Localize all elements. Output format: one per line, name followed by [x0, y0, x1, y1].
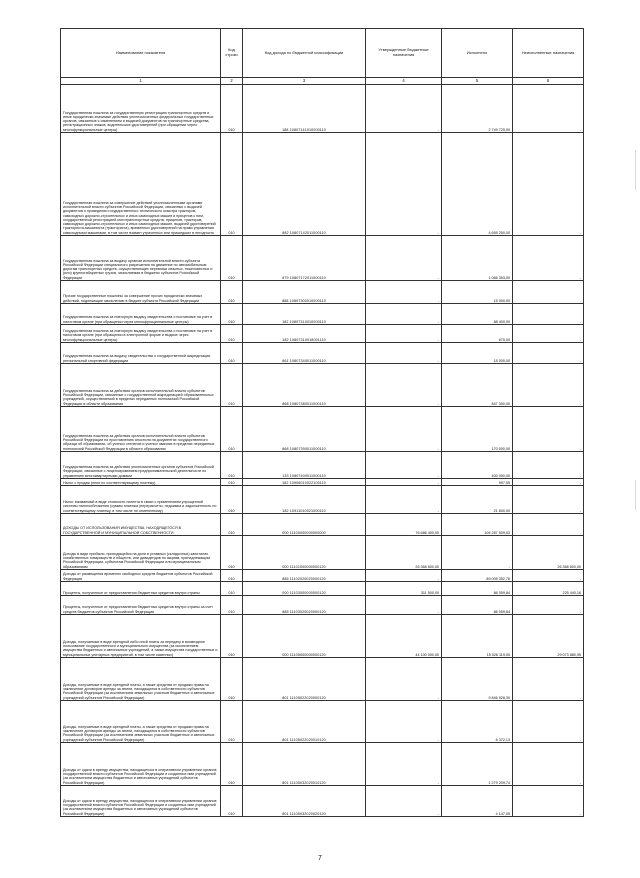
unexecuted-amount-cell: -	[513, 786, 584, 817]
report-sheet	[60, 28, 583, 817]
approved-amount-cell: -	[366, 364, 442, 407]
executed-amount-cell: 104 287 509,03	[442, 514, 513, 536]
unexecuted-amount-cell: -	[513, 343, 584, 364]
executed-amount-cell: 1 066 353,00	[442, 236, 513, 281]
approved-amount-cell: 26 368 600,00	[366, 536, 442, 570]
budget-code-cell: 879 10807172011000110	[243, 236, 366, 281]
column-numbers-row	[61, 78, 584, 85]
unexecuted-amount-cell: -	[513, 479, 584, 486]
table-row	[61, 133, 584, 236]
executed-amount-cell: 1 279 209,74	[442, 743, 513, 786]
row-code-cell: 010	[221, 570, 243, 582]
approved-amount-cell: -	[366, 479, 442, 486]
executed-amount-cell: 88 400,00	[442, 304, 513, 325]
table-row	[61, 304, 584, 325]
indicator-name-cell: Государственная пошлина за выдачу органом исполнительной власти субъекта Российской Федерации специального разрешения на движение по автомобильным дорогам транспортных средств, осуществляющих перевозки опасных, тяжеловесных и (или) крупногабаритных грузов, зачисляемая в бюджеты субъектов Российской Федерации	[61, 236, 221, 281]
table-row	[61, 479, 584, 486]
row-code-cell: 010	[221, 615, 243, 658]
budget-code-cell: 000 11101000000000120	[243, 536, 366, 570]
row-code-cell: 010	[221, 479, 243, 486]
executed-amount-cell: 2 749 725,00	[442, 85, 513, 133]
executed-amount-cell: 675,00	[442, 325, 513, 343]
executed-amount-cell: 86 059,84	[442, 596, 513, 615]
budget-code-cell: 000 11100000000000000	[243, 514, 366, 536]
row-code-cell: 010	[221, 536, 243, 570]
budget-code-cell: 801 11105032020020120	[243, 786, 366, 817]
indicator-name-cell: Доходы от сдачи в аренду имущества, находящегося в оперативном управлении органов государственной власти субъектов Российской Федерации и созданных ими учреждений (за исключением имущества бюджетных и автономных учреждений субъектов Российской Федерации)	[61, 786, 221, 817]
table-row	[61, 325, 584, 343]
column-number: 5	[442, 78, 513, 85]
approved-amount-cell: -	[366, 236, 442, 281]
executed-amount-cell: 15 000,00	[442, 281, 513, 304]
table-row	[61, 536, 584, 570]
row-code-cell: 010	[221, 407, 243, 452]
approved-amount-cell: -	[366, 304, 442, 325]
approved-amount-cell: -	[366, 743, 442, 786]
unexecuted-amount-cell: -	[513, 407, 584, 452]
table-row	[61, 486, 584, 514]
approved-amount-cell: 311 500,00	[366, 582, 442, 596]
budget-code-cell: 882 10807142011000110	[243, 133, 366, 236]
unexecuted-amount-cell: -	[513, 85, 584, 133]
approved-amount-cell: -	[366, 452, 442, 479]
table-row	[61, 407, 584, 452]
column-number: 3	[243, 78, 366, 85]
unexecuted-amount-cell: -	[513, 596, 584, 615]
row-code-cell: 010	[221, 701, 243, 743]
column-number: 2	[221, 78, 243, 85]
row-code-cell: 010	[221, 786, 243, 817]
table-row	[61, 701, 584, 743]
row-code-cell: 010	[221, 364, 243, 407]
table-row	[61, 570, 584, 582]
approved-amount-cell: -	[366, 85, 442, 133]
budget-code-cell: 188 10807141010000110	[243, 85, 366, 133]
budget-code-cell: 182 10807310018001110	[243, 325, 366, 343]
table-row	[61, 281, 584, 304]
executed-amount-cell: 170 000,00	[442, 407, 513, 452]
unexecuted-amount-cell: -	[513, 133, 584, 236]
budget-code-cell: 885 11102020020000120	[243, 570, 366, 582]
indicator-name-cell: Государственная пошлина за совершение действий уполномоченными органами исполнительной власти субъектов Российской Федерации, связанных с выдачей документов о проведении государственного технического осмотра тракторов, самоходных дорожно-строительных и иных самоходных машин и прицепов к ним, государственной регистрацией мототранспортных средств, прицепов, тракторов, самоходных дорожно-строительных и иных самоходных машин, выдачей удостоверений тракториста-машиниста (тракториста), временных удостоверений на право управления самоходными машинами, в том числе взамен утраченных или пришедших в негодность	[61, 133, 221, 236]
approved-amount-cell: -	[366, 701, 442, 743]
indicator-name-cell: Налог с продаж (пени по соответствующему платежу)	[61, 479, 221, 486]
row-code-cell: 010	[221, 514, 243, 536]
table-row	[61, 514, 584, 536]
row-code-cell: 010	[221, 452, 243, 479]
header-row	[61, 29, 584, 78]
page-number: 7	[318, 855, 322, 862]
executed-amount-cell: 15 000,00	[442, 343, 513, 364]
unexecuted-amount-cell: -	[513, 281, 584, 304]
row-code-cell: 010	[221, 582, 243, 596]
column-number: 1	[61, 78, 221, 85]
approved-amount-cell: -	[366, 570, 442, 582]
approved-amount-cell: -	[366, 281, 442, 304]
header-indicator-name: Наименование показателя	[61, 29, 221, 78]
indicator-name-cell: Проценты, полученные от предоставления бюджетных кредитов внутри страны за счет средств бюджетов субъектов Российской Федерации	[61, 596, 221, 615]
unexecuted-amount-cell: 225 440,16	[513, 582, 584, 596]
budget-code-cell: 801 11105032020010120	[243, 743, 366, 786]
indicator-name-cell: Государственная пошлина за повторную выдачу свидетельства о постановке на учет в налоговом органе (при обращении через многофункциональные центры)	[61, 304, 221, 325]
indicator-name-cell: Государственная пошлина за выдачу свидетельства о государственной аккредитации региональной спортивной федерации	[61, 343, 221, 364]
header-row-code: Код строки	[221, 29, 243, 78]
indicator-name-cell: ДОХОДЫ ОТ ИСПОЛЬЗОВАНИЯ ИМУЩЕСТВА, НАХОДЯЩЕГОСЯ В ГОСУДАРСТВЕННОЙ И МУНИЦИПАЛЬНОЙ СОБСТВЕННОСТИ	[61, 514, 221, 536]
executed-amount-cell: 86 059,84	[442, 582, 513, 596]
approved-amount-cell: -	[366, 486, 442, 514]
budget-code-cell: 861 10807340011000110	[243, 343, 366, 364]
column-number: 6	[513, 78, 584, 85]
unexecuted-amount-cell: -	[513, 514, 584, 536]
indicator-name-cell: Доходы в виде прибыли, приходящейся на доли в уставных (складочных) капиталах хозяйственных товариществ и обществ, или дивидендов по акциям, принадлежащим Российской Федерации, субъектам Российской Федерации или муниципальным образованиям	[61, 536, 221, 570]
budget-code-cell: 868 10807380011000110	[243, 364, 366, 407]
executed-amount-cell: 15 026 119,05	[442, 615, 513, 658]
budget-code-cell: 888 10807300010000110	[243, 281, 366, 304]
unexecuted-amount-cell: -	[513, 486, 584, 514]
unexecuted-amount-cell: -	[513, 325, 584, 343]
table-row	[61, 236, 584, 281]
table-body	[61, 85, 584, 817]
executed-amount-cell: 89 005 352,78	[442, 570, 513, 582]
header-unexecuted: Неисполненные назначения	[513, 29, 584, 78]
approved-amount-cell: 76 686 400,00	[366, 514, 442, 536]
approved-amount-cell: -	[366, 343, 442, 364]
approved-amount-cell: -	[366, 786, 442, 817]
scan-edge-mark	[635, 150, 636, 190]
table-row	[61, 582, 584, 596]
budget-code-cell: 801 11105022020010120	[243, 701, 366, 743]
table-row	[61, 452, 584, 479]
table-row	[61, 343, 584, 364]
row-code-cell: 010	[221, 596, 243, 615]
indicator-name-cell: Налог, взимаемый в виде стоимости патента в связи с применением упрощенной системы налогообложения (суммы платежа (перерасчеты, недоимка и задолженность по соответствующему платежу, в том числе по отмененному)	[61, 486, 221, 514]
unexecuted-amount-cell: -	[513, 452, 584, 479]
executed-amount-cell: 4 655 250,00	[442, 133, 513, 236]
table-row	[61, 596, 584, 615]
unexecuted-amount-cell: -	[513, 658, 584, 701]
budget-code-cell: 000 11105000000000120	[243, 615, 366, 658]
unexecuted-amount-cell: -	[513, 570, 584, 582]
indicator-name-cell: Прочие государственные пошлины за совершение прочих юридически значимых действий, подлежащие зачислению в бюджет субъекта Российской Федерации	[61, 281, 221, 304]
indicator-name-cell: Доходы от размещения временно свободных средств бюджетов субъектов Российской Федерации	[61, 570, 221, 582]
row-code-cell: 010	[221, 325, 243, 343]
indicator-name-cell: Государственная пошлина за государственную регистрацию транспортных средств и иные юридически значимые действия уполномоченных федеральных государственных органов, связанные с изменением и выдачей документов на транспортные средства, регистрационных знаков, водительских удостоверений (при обращении через многофункциональные центры)	[61, 85, 221, 133]
approved-amount-cell: 44 100 000,00	[366, 615, 442, 658]
unexecuted-amount-cell: -	[513, 304, 584, 325]
row-code-cell: 010	[221, 486, 243, 514]
table-row	[61, 658, 584, 701]
header-executed: Исполнено	[442, 29, 513, 78]
executed-amount-cell: 21 600,00	[442, 486, 513, 514]
indicator-name-cell: Государственная пошлина за действия органов исполнительной власти субъектов Российской Федерации по проставлению апостиля на документах государственного образца об образовании, об ученых степенях и ученых званиях в пределах переданных полномочий Российской Федерации в области образования	[61, 407, 221, 452]
approved-amount-cell: -	[366, 596, 442, 615]
unexecuted-amount-cell: -	[513, 743, 584, 786]
approved-amount-cell: -	[366, 325, 442, 343]
executed-amount-cell: 6 372,13	[442, 701, 513, 743]
indicator-name-cell: Государственная пошлина за действия уполномоченных органов субъектов Российской Федерации, связанные с лицензированием предпринимательской деятельности по управлению многоквартирными домами	[61, 452, 221, 479]
budget-code-cell: 182 10807310010000110	[243, 304, 366, 325]
row-code-cell: 010	[221, 304, 243, 325]
approved-amount-cell: -	[366, 658, 442, 701]
indicator-name-cell: Доходы, получаемые в виде арендной платы, а также средства от продажи права на заключение договоров аренды за земли, находящиеся в собственности субъектов Российской Федерации (за исключением земельных участков бюджетных и автономных учреждений субъектов Российской Федерации)	[61, 701, 221, 743]
header-budget-code: Код дохода по бюджетной классификации	[243, 29, 366, 78]
column-number: 4	[366, 78, 442, 85]
header-approved: Утвержденные бюджетные назначения	[366, 29, 442, 78]
row-code-cell: 010	[221, 85, 243, 133]
row-code-cell: 010	[221, 743, 243, 786]
budget-code-cell: 182 10906010022100110	[243, 479, 366, 486]
row-code-cell: 010	[221, 281, 243, 304]
row-code-cell: 010	[221, 343, 243, 364]
budget-code-cell: 133 10807400011000110	[243, 452, 366, 479]
approved-amount-cell: -	[366, 407, 442, 452]
unexecuted-amount-cell: 29 073 880,95	[513, 615, 584, 658]
unexecuted-amount-cell: -	[513, 236, 584, 281]
unexecuted-amount-cell: -	[513, 364, 584, 407]
executed-amount-cell: -	[442, 536, 513, 570]
scan-edge-mark	[635, 480, 636, 510]
indicator-name-cell: Государственная пошлина за действия органов исполнительной власти субъектов Российской Федерации, связанные с государственной аккредитацией образовательных учреждений, осуществляемой в пределах переданных полномочий Российской Федерации в области образования	[61, 364, 221, 407]
indicator-name-cell: Доходы, получаемые в виде арендной платы, а также средства от продажи права на заключение договоров аренды за земли, находящиеся в собственности субъектов Российской Федерации (за исключением земельных участков бюджетных и автономных учреждений субъектов Российской Федерации)	[61, 658, 221, 701]
executed-amount-cell: 4 147,05	[442, 786, 513, 817]
income-table	[60, 28, 584, 817]
unexecuted-amount-cell: -	[513, 701, 584, 743]
indicator-name-cell: Доходы от сдачи в аренду имущества, находящегося в оперативном управлении органов государственной власти субъектов Российской Федерации и созданных ими учреждений (за исключением имущества бюджетных и автономных учреждений субъектов Российской Федерации)	[61, 743, 221, 786]
table-row	[61, 615, 584, 658]
budget-code-cell: 182 10911010021000110	[243, 486, 366, 514]
indicator-name-cell: Государственная пошлина за повторную выдачу свидетельства о постановке на учет в налоговом органе (при обращении в электронной форме и выдаче через многофункциональные центры)	[61, 325, 221, 343]
table-row	[61, 786, 584, 817]
budget-code-cell: 801 11105022020000120	[243, 658, 366, 701]
budget-code-cell: 000 11103000000000120	[243, 582, 366, 596]
executed-amount-cell: 9 846 928,30	[442, 658, 513, 701]
row-code-cell: 010	[221, 658, 243, 701]
executed-amount-cell: 997,55	[442, 479, 513, 486]
indicator-name-cell: Проценты, полученные от предоставления бюджетных кредитов внутри страны	[61, 582, 221, 596]
table-row	[61, 364, 584, 407]
table-row	[61, 85, 584, 133]
budget-code-cell: 868 10807390011000110	[243, 407, 366, 452]
budget-code-cell: 885 11103020020000120	[243, 596, 366, 615]
executed-amount-cell: 400 000,00	[442, 452, 513, 479]
table-row	[61, 743, 584, 786]
approved-amount-cell: -	[366, 133, 442, 236]
row-code-cell: 010	[221, 236, 243, 281]
indicator-name-cell: Доходы, получаемые в виде арендной либо иной платы за передачу в возмездное пользование государственного и муниципального имущества (за исключением имущества бюджетных и автономных учреждений, а также имущества государственных и муниципальных унитарных предприятий, в том числе казенных)	[61, 615, 221, 658]
unexecuted-amount-cell: 26 368 600,00	[513, 536, 584, 570]
row-code-cell: 010	[221, 133, 243, 236]
executed-amount-cell: 847 300,00	[442, 364, 513, 407]
